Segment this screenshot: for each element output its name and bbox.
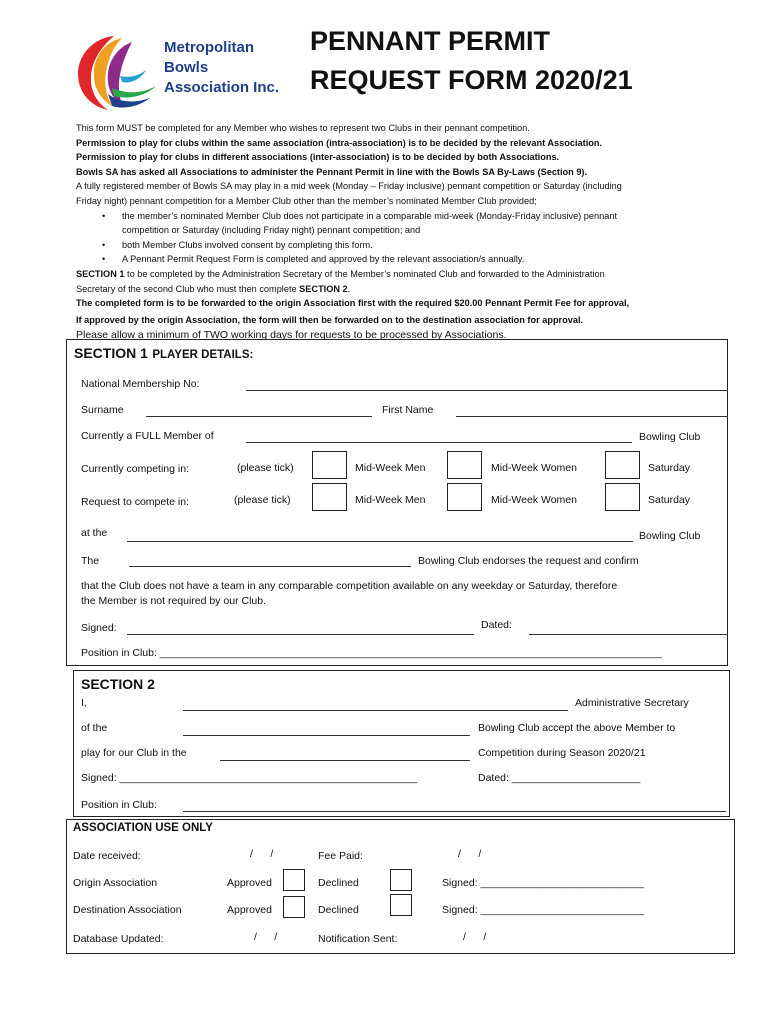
section-2-box bbox=[73, 670, 730, 817]
intro-bullet-1b: competition or Saturday (including Friday night) pennant competition; and bbox=[122, 225, 421, 236]
firstname-input[interactable] bbox=[456, 416, 728, 417]
destination-declined-checkbox[interactable] bbox=[390, 894, 412, 916]
notification-label: Notification Sent: bbox=[318, 933, 398, 945]
intro-p2: Permission to play for clubs within the same association (intra-association) is to be decided by the relevant Association. bbox=[76, 137, 603, 148]
fee-paid-field[interactable]: / / bbox=[458, 848, 482, 860]
logo bbox=[74, 32, 284, 110]
origin-label: Origin Association bbox=[73, 877, 158, 889]
midweek-men-label: Mid-Week Men bbox=[355, 462, 426, 474]
origin-signed-field[interactable]: Signed: ____________________________ bbox=[442, 877, 645, 889]
of-the-label: of the bbox=[81, 722, 108, 734]
current-midweek-men-checkbox[interactable] bbox=[312, 451, 347, 479]
admin-name-input[interactable] bbox=[183, 710, 568, 711]
position-input-2[interactable] bbox=[183, 811, 726, 812]
title-line-2: REQUEST FORM 2020/21 bbox=[310, 65, 633, 95]
notification-date-field[interactable]: / / bbox=[463, 931, 487, 943]
at-the-label: at the bbox=[81, 527, 108, 539]
dated-field-2[interactable]: Dated: ______________________ bbox=[478, 772, 641, 784]
confirm-text-1: that the Club does not have a team in any comparable competition available on any weekday or Saturday, therefore bbox=[81, 580, 618, 592]
competition-text: Competition during Season 2020/21 bbox=[478, 747, 646, 759]
origin-declined-checkbox[interactable] bbox=[390, 869, 412, 891]
destination-declined-label: Declined bbox=[318, 904, 359, 916]
intro-block bbox=[76, 121, 629, 343]
request-midweek-women-checkbox[interactable] bbox=[447, 483, 482, 511]
destination-approved-label: Approved bbox=[227, 904, 272, 916]
position-field[interactable]: Position in Club: ______________________________________________________________________________________ bbox=[81, 647, 662, 659]
signed-input[interactable] bbox=[127, 634, 474, 635]
midweek-women-label-2: Mid-Week Women bbox=[491, 494, 577, 506]
logo-line-2: Bowls bbox=[164, 59, 209, 76]
endorsing-club-input[interactable] bbox=[129, 566, 411, 567]
dated-label: Dated: bbox=[481, 619, 512, 631]
midweek-women-label: Mid-Week Women bbox=[491, 462, 577, 474]
page-title bbox=[310, 22, 633, 100]
date-received-field[interactable]: / / bbox=[250, 848, 274, 860]
request-label: Request to compete in: bbox=[81, 496, 189, 508]
intro-p6a: SECTION 1 to be completed by the Administration Secretary of the Member’s nominated Club and forwarded to the Administration bbox=[76, 268, 605, 279]
title-line-1: PENNANT PERMIT bbox=[310, 26, 551, 56]
signed-field-2[interactable]: Signed: ___________________________________________________ bbox=[81, 772, 418, 784]
intro-p9: Please allow a minimum of TWO working days for requests to be processed by Associations. bbox=[76, 329, 507, 342]
logo-swoosh-icon bbox=[74, 32, 169, 112]
firstname-label: First Name bbox=[382, 404, 434, 416]
at-the-club-input[interactable] bbox=[127, 541, 633, 542]
intro-p3: Permission to play for clubs in different associations (inter-association) is to be decided by both Associations. bbox=[76, 152, 560, 163]
membership-input[interactable] bbox=[246, 390, 728, 391]
destination-label: Destination Association bbox=[73, 904, 182, 916]
saturday-label-2: Saturday bbox=[648, 494, 691, 506]
request-saturday-checkbox[interactable] bbox=[605, 483, 640, 511]
full-member-club-input[interactable] bbox=[246, 442, 632, 443]
request-midweek-men-checkbox[interactable] bbox=[312, 483, 347, 511]
dated-input[interactable] bbox=[529, 634, 728, 635]
endorses-text: Bowling Club endorses the request and confirm bbox=[418, 555, 639, 567]
intro-p1: This form MUST be completed for any Member who wishes to represent two Clubs in their pennant competition. bbox=[76, 123, 530, 133]
intro-p4: Bowls SA has asked all Associations to administer the Pennant Permit in line with the Bowls SA By-Laws (Section 9). bbox=[76, 166, 588, 177]
admin-sec-label: Administrative Secretary bbox=[575, 697, 689, 709]
confirm-text-2: the Member is not required by our Club. bbox=[81, 595, 267, 607]
bowling-club-label: Bowling Club bbox=[639, 431, 701, 443]
intro-bullet-2: • both Member Clubs involved consent by completing this form. bbox=[102, 239, 373, 250]
i-label: I, bbox=[81, 697, 87, 709]
intro-p6b: Secretary of the second Club who must then complete SECTION 2. bbox=[76, 283, 351, 294]
play-for-label: play for our Club in the bbox=[81, 747, 187, 759]
surname-input[interactable] bbox=[146, 416, 372, 417]
logo-line-1: Metropolitan bbox=[164, 39, 254, 56]
competing-label: Currently competing in: bbox=[81, 463, 189, 475]
saturday-label: Saturday bbox=[648, 462, 691, 474]
the-label: The bbox=[81, 555, 100, 567]
membership-label: National Membership No: bbox=[81, 378, 200, 390]
intro-p5b: Friday night) pennant competition for a Member Club other than the member’s nominated Member Club provided; bbox=[76, 195, 537, 206]
intro-p5a: A fully registered member of Bowls SA may play in a mid week (Monday – Friday inclusive) pennant competition or Saturday (including bbox=[76, 181, 622, 192]
intro-p8: If approved by the origin Association, the form will then be forwarded on to the destination association for approval. bbox=[76, 314, 584, 325]
surname-label: Surname bbox=[81, 404, 124, 416]
association-heading: ASSOCIATION USE ONLY bbox=[73, 822, 213, 834]
please-tick-label-2: (please tick) bbox=[234, 494, 291, 506]
intro-bullet-3: • A Pennant Permit Request Form is completed and approved by the relevant association/s annually. bbox=[102, 254, 525, 265]
signed-label: Signed: bbox=[81, 622, 117, 634]
accept-text: Bowling Club accept the above Member to bbox=[478, 722, 676, 734]
bowling-club-label-2: Bowling Club bbox=[639, 530, 701, 542]
date-received-label: Date received: bbox=[73, 850, 141, 862]
destination-approved-checkbox[interactable] bbox=[283, 896, 305, 918]
intro-p7: The completed form is to be forwarded to the origin Association first with the required $20.00 Pennant Permit Fee for approval, bbox=[76, 298, 630, 309]
section-2-heading: SECTION 2 bbox=[81, 676, 155, 692]
section-1-heading: SECTION 1 PLAYER DETAILS: bbox=[74, 345, 254, 361]
current-saturday-checkbox[interactable] bbox=[605, 451, 640, 479]
database-date-field[interactable]: / / bbox=[254, 931, 278, 943]
intro-bullet-1a: • the member’s nominated Member Club does not participate in a comparable mid-week (Monday-Friday inclusive) pennant bbox=[102, 210, 618, 221]
club-name-input[interactable] bbox=[183, 735, 470, 736]
midweek-men-label-2: Mid-Week Men bbox=[355, 494, 426, 506]
competition-input[interactable] bbox=[220, 760, 470, 761]
origin-approved-checkbox[interactable] bbox=[283, 869, 305, 891]
position-label-2: Position in Club: bbox=[81, 799, 157, 811]
logo-line-3: Association Inc. bbox=[164, 79, 280, 96]
origin-declined-label: Declined bbox=[318, 877, 359, 889]
full-member-label: Currently a FULL Member of bbox=[81, 430, 214, 442]
origin-approved-label: Approved bbox=[227, 877, 272, 889]
fee-paid-label: Fee Paid: bbox=[318, 850, 363, 862]
current-midweek-women-checkbox[interactable] bbox=[447, 451, 482, 479]
please-tick-label: (please tick) bbox=[237, 462, 294, 474]
database-label: Database Updated: bbox=[73, 933, 164, 945]
destination-signed-field[interactable]: Signed: ____________________________ bbox=[442, 904, 645, 916]
